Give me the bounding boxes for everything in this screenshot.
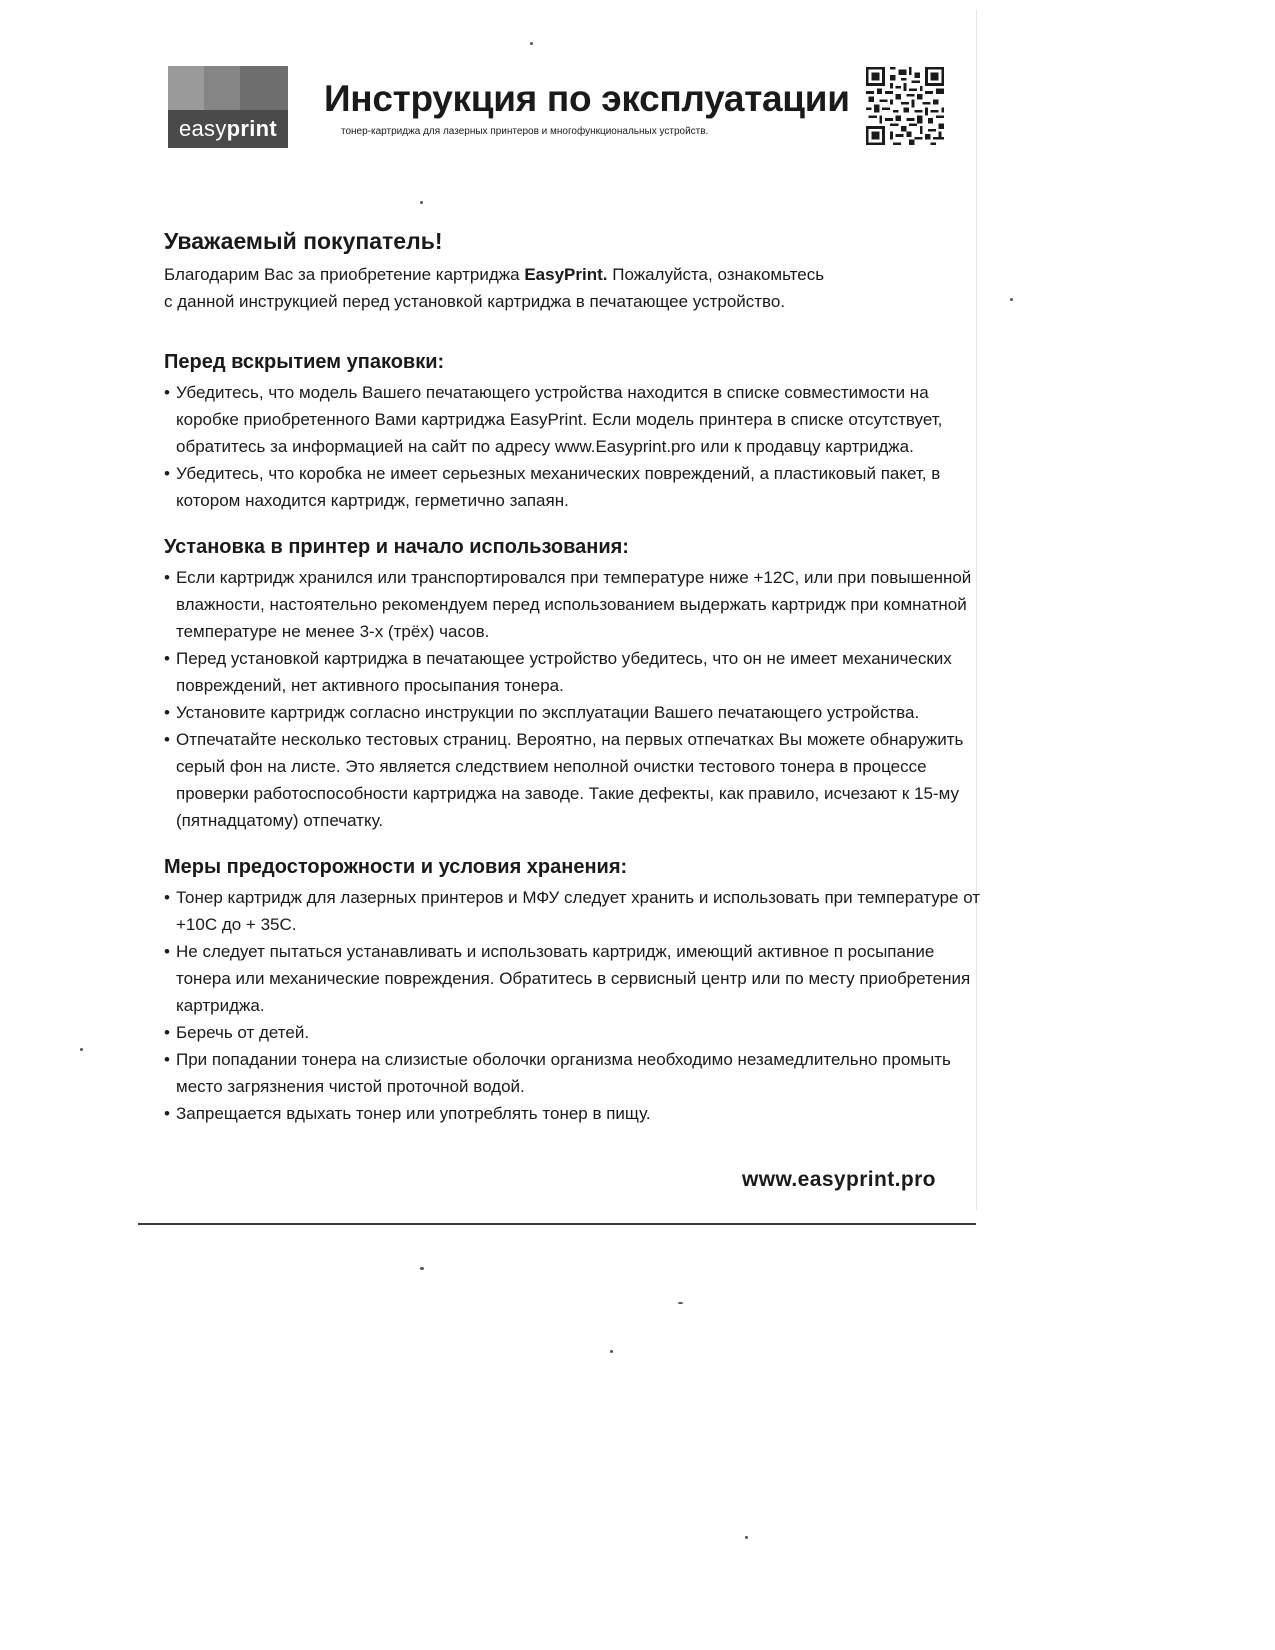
scan-speck (1010, 298, 1013, 301)
intro-text-start: Благодарим Вас за приобретение картриджа (164, 265, 525, 284)
section-installation (164, 536, 984, 834)
bullet-item: • Тонер картридж для лазерных принтеров и МФУ следует хранить и использовать при температуре от +10C до + 35C. (164, 884, 984, 938)
bullet-item: • Установите картридж согласно инструкции по эксплуатации Вашего печатающего устройства. (164, 699, 984, 726)
easyprint-logo (168, 66, 288, 148)
document-title: Инструкция по эксплуатации (324, 78, 850, 119)
instruction-body (164, 228, 984, 1127)
intro-text-line2: с данной инструкцией перед установкой картриджа в печатающее устройство. (164, 292, 786, 311)
scan-speck (420, 201, 423, 204)
scan-speck (678, 1302, 683, 1304)
scan-speck (80, 1048, 83, 1051)
scan-speck (745, 1536, 748, 1539)
bullet-item: • При попадании тонера на слизистые оболочки организма необходимо незамедлительно промыть место загрязнения чистой проточной водой. (164, 1046, 984, 1100)
document-subtitle: тонер-картриджа для лазерных принтеров и многофункциональных устройств. (341, 126, 709, 137)
scan-edge-bottom (138, 1223, 976, 1225)
bullet-item: • Запрещается вдыхать тонер или употреблять тонер в пищу. (164, 1100, 984, 1127)
logo-text-light: easy (178, 116, 227, 141)
bullet-item: • Перед установкой картриджа в печатающее устройство убедитесь, что он не имеет механических повреждений, нет активного просыпания тонера. (164, 645, 984, 699)
scan-speck (420, 1267, 424, 1270)
bullet-item: • Не следует пытаться устанавливать и использовать картридж, имеющий активное п росыпание тонера или механические повреждения. Обратитесь в сервисный центр или по месту приобретения картриджа. (164, 938, 984, 1019)
scan-speck (610, 1350, 613, 1353)
bullet-item: • Убедитесь, что коробка не имеет серьезных механических повреждений, а пластиковый пакет, в котором находится картридж, герметично запаян. (164, 460, 984, 514)
bullet-item: • Если картридж хранился или транспортировался при температуре ниже +12C, или при повышенной влажности, настоятельно рекомендуем перед использованием выдержать картридж при комнатной температуре не менее 3-х (трёх) часов. (164, 564, 984, 645)
website-footer: www.easyprint.pro (742, 1168, 936, 1191)
scan-speck (530, 42, 533, 45)
logo-text-bold: print (226, 116, 278, 141)
section-title: Меры предосторожности и условия хранения: (164, 856, 628, 878)
bullet-item: • Отпечатайте несколько тестовых страниц. Вероятно, на первых отпечатках Вы можете обнаружить серый фон на листе. Это является следствием неполной очистки тестового тонера в процессе проверки работоспособности картриджа на заводе. Такие дефекты, как правило, исчезают к 15-му (пятнадцатому) отпечатку. (164, 726, 984, 834)
section-precautions (164, 856, 984, 1127)
bullet-list (164, 564, 984, 834)
intro-text-end: Пожалуйста, ознакомьтесь (607, 265, 825, 284)
bullet-list (164, 379, 984, 514)
section-title: Перед вскрытием упаковки: (164, 351, 445, 373)
section-before-opening (164, 351, 984, 514)
intro-brand: EasyPrint. (524, 265, 608, 284)
qr-code-icon (866, 66, 944, 146)
section-title: Установка в принтер и начало использования: (164, 536, 629, 558)
bullet-item: • Беречь от детей. (164, 1019, 984, 1046)
logo-text (168, 116, 288, 142)
greeting-title: Уважаемый покупатель! (164, 228, 443, 254)
intro-paragraph (164, 261, 984, 315)
bullet-item: • Убедитесь, что модель Вашего печатающего устройства находится в списке совместимости на коробке приобретенного Вами картриджа EasyPrint. Если модель принтера в списке отсутствует, обратитесь за информацией на сайт по адресу www.Easyprint.pro или к продавцу картриджа. (164, 379, 984, 460)
bullet-list (164, 884, 984, 1127)
